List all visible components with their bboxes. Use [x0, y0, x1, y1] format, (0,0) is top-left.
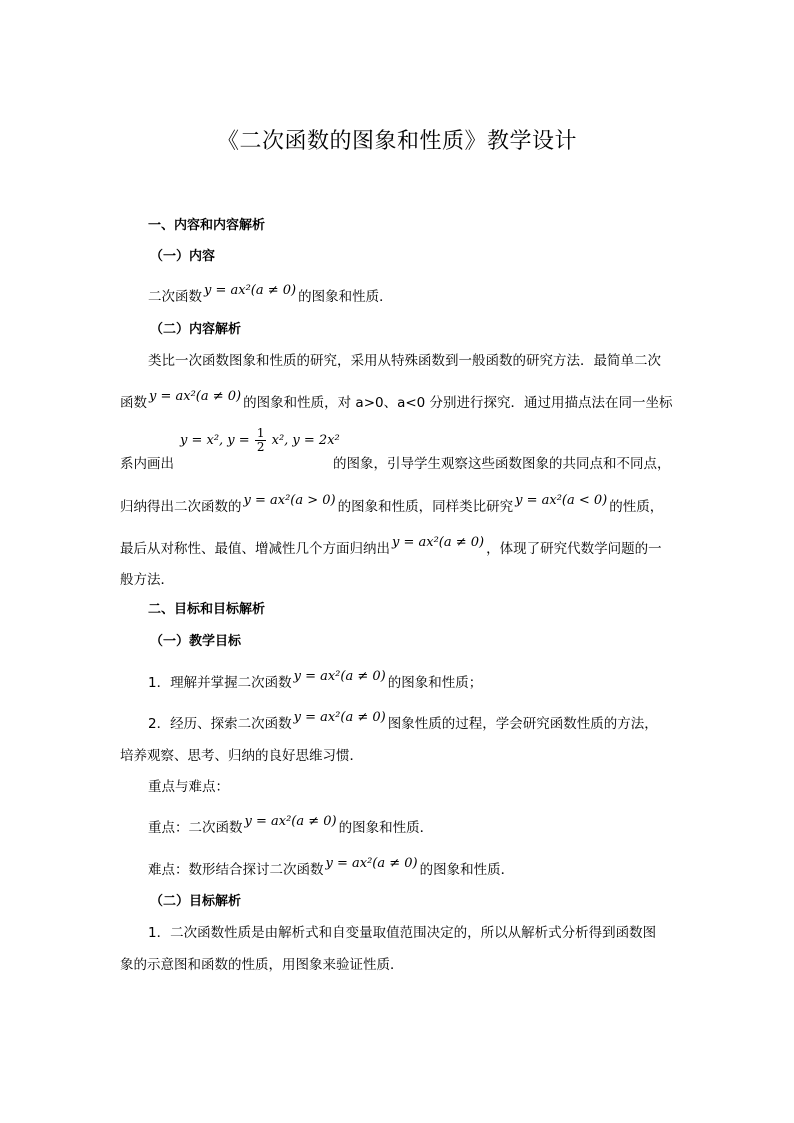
paragraph-line: 1．二次函数性质是由解析式和自变量取值范围决定的，所以从解析式分析得到函数图 [148, 925, 657, 941]
difficulty-point: 难点：数形结合探讨二次函数 y = ax²(a ≠ 0) 的图象和性质． [148, 856, 515, 878]
key-point: 重点：二次函数 y = ax²(a ≠ 0) 的图象和性质． [148, 814, 434, 836]
formula: y = ax²(a ≠ 0) [293, 669, 386, 684]
paragraph-line: 最后从对称性、最值、增减性几个方面归纳出 y = ax²(a ≠ 0) ，体现了研究代数学问题的一 [120, 535, 662, 557]
goal-item: 2．经历、探索二次函数 y = ax²(a ≠ 0) 图象性质的过程，学会研究函数性质的方法， [148, 710, 658, 732]
formula: y = ax²(a ≠ 0) [244, 814, 337, 829]
paragraph-line: 象的示意图和函数的性质，用图象来验证性质． [120, 957, 404, 973]
fraction: $\frac{1}{2}$ [256, 426, 265, 454]
section-2-heading: 二、目标和目标解析 [148, 602, 266, 617]
goal-item: 1．理解并掌握二次函数 y = ax²(a ≠ 0) 的图象和性质； [148, 669, 483, 691]
paragraph-line: 类比一次函数图象和性质的研究，采用从特殊函数到一般函数的研究方法．最简单二次 [148, 353, 661, 369]
section-1-heading: 一、内容和内容解析 [148, 218, 266, 233]
paragraph-line: 函数 y = ax²(a ≠ 0) 的图象和性质，对 a>0、a<0 分别进行探究．通过用描点法在同一坐标 [120, 389, 673, 411]
formula-three-functions: y = x², y = $\frac{1}{2}$ x², y = 2x² [180, 426, 340, 454]
section-1-1-heading: （一）内容 [150, 249, 216, 264]
formula: y = ax²(a ≠ 0) [392, 535, 485, 550]
paragraph-line: 归纳得出二次函数的 y = ax²(a > 0) 的图象和性质，同样类比研究 y = ax²(a < 0) 的性质， [120, 493, 664, 515]
formula: y = ax²(a ≠ 0) [204, 283, 297, 298]
goal-item-continued: 培养观察、思考、归纳的良好思维习惯． [120, 748, 363, 764]
formula: y = ax²(a ≠ 0) [325, 856, 418, 871]
formula: y = ax²(a > 0) [243, 493, 336, 508]
content-line: 二次函数 y = ax²(a ≠ 0) 的图象和性质． [148, 283, 393, 305]
formula: y = ax²(a < 0) [515, 493, 608, 508]
paragraph-line: 系内画出 [120, 456, 174, 472]
key-difficulty-label: 重点与难点： [148, 779, 229, 795]
document-title: 《二次函数的图象和性质》教学设计 [216, 129, 577, 154]
formula: y = ax²(a ≠ 0) [149, 389, 242, 404]
section-2-2-heading: （二）目标解析 [150, 894, 242, 909]
paragraph-line: 的图象，引导学生观察这些函数图象的共同点和不同点， [333, 456, 671, 472]
formula: y = ax²(a ≠ 0) [293, 710, 386, 725]
section-2-1-heading: （一）教学目标 [150, 634, 242, 649]
section-1-2-heading: （二）内容解析 [150, 322, 242, 337]
paragraph-line: 般方法． [120, 572, 174, 588]
